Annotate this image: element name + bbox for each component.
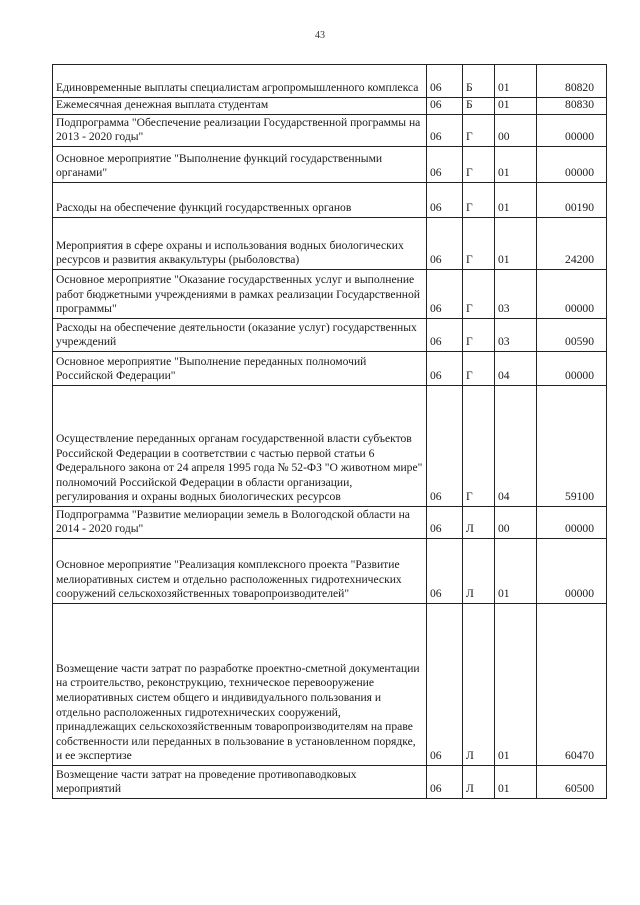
table-row [53, 386, 607, 507]
ministry-code-cell: 06 [427, 507, 463, 539]
event-code-cell: 04 [495, 386, 537, 507]
event-code-cell: 01 [495, 766, 537, 799]
subprogram-code-cell: Б [463, 98, 495, 115]
table-row [53, 270, 607, 319]
expense-code-cell: 60500 [537, 766, 607, 799]
subprogram-code-cell: Г [463, 218, 495, 270]
expense-code-cell: 24200 [537, 218, 607, 270]
ministry-code-cell: 06 [427, 270, 463, 319]
ministry-code-cell: 06 [427, 766, 463, 799]
event-code-cell: 00 [495, 507, 537, 539]
row-name-cell: Осуществление переданных органам государственной власти субъектов Российской Федерации в соответствии с частью первой статьи 6 Федерального закона от 24 апреля 1995 года № 52-ФЗ "О животном мире" полномочий Российской Федерации в области организации, регулирования и охраны водных биологических ресурсов [53, 386, 427, 507]
event-code-cell: 00 [495, 115, 537, 147]
event-code-cell: 01 [495, 147, 537, 183]
expense-code-cell: 00000 [537, 507, 607, 539]
expense-code-cell: 00000 [537, 270, 607, 319]
expense-code-cell: 00000 [537, 539, 607, 604]
subprogram-code-cell: Г [463, 147, 495, 183]
subprogram-code-cell: Л [463, 766, 495, 799]
subprogram-code-cell: Г [463, 183, 495, 218]
subprogram-code-cell: Л [463, 604, 495, 766]
expense-code-cell: 80820 [537, 65, 607, 98]
event-code-cell: 01 [495, 218, 537, 270]
row-name-cell: Мероприятия в сфере охраны и использования водных биологических ресурсов и развития аквакультуры (рыболовства) [53, 218, 427, 270]
event-code-cell: 01 [495, 183, 537, 218]
ministry-code-cell: 06 [427, 539, 463, 604]
table-row [53, 604, 607, 766]
event-code-cell: 04 [495, 352, 537, 386]
table-row [53, 115, 607, 147]
ministry-code-cell: 06 [427, 147, 463, 183]
ministry-code-cell: 06 [427, 218, 463, 270]
table-row [53, 65, 607, 98]
table-row [53, 98, 607, 115]
row-name-cell: Основное мероприятие "Выполнение переданных полномочий Российской Федерации" [53, 352, 427, 386]
expense-code-cell: 00000 [537, 115, 607, 147]
row-name-cell: Подпрограмма "Развитие мелиорации земель в Вологодской области на 2014 - 2020 годы" [53, 507, 427, 539]
table-row [53, 183, 607, 218]
row-name-cell: Подпрограмма "Обеспечение реализации Государственной программы на 2013 - 2020 годы" [53, 115, 427, 147]
ministry-code-cell: 06 [427, 352, 463, 386]
subprogram-code-cell: Л [463, 539, 495, 604]
ministry-code-cell: 06 [427, 319, 463, 352]
row-name-cell: Основное мероприятие "Выполнение функций государственными органами" [53, 147, 427, 183]
table-row [53, 352, 607, 386]
ministry-code-cell: 06 [427, 386, 463, 507]
budget-classification-table [52, 64, 607, 799]
subprogram-code-cell: Г [463, 352, 495, 386]
table-row [53, 147, 607, 183]
row-name-cell: Основное мероприятие "Реализация комплексного проекта "Развитие мелиоративных систем и отдельно расположенных гидротехнических сооружений сельскохозяйственных товаропроизводителей" [53, 539, 427, 604]
ministry-code-cell: 06 [427, 183, 463, 218]
row-name-cell: Расходы на обеспечение функций государственных органов [53, 183, 427, 218]
expense-code-cell: 00190 [537, 183, 607, 218]
table-row [53, 766, 607, 799]
row-name-cell: Ежемесячная денежная выплата студентам [53, 98, 427, 115]
row-name-cell: Основное мероприятие "Оказание государственных услуг и выполнение работ бюджетными учреждениями в рамках реализации Государственной программы" [53, 270, 427, 319]
event-code-cell: 01 [495, 65, 537, 98]
table-row [53, 539, 607, 604]
page-number: 43 [315, 30, 325, 41]
subprogram-code-cell: Г [463, 319, 495, 352]
event-code-cell: 03 [495, 270, 537, 319]
expense-code-cell: 00000 [537, 352, 607, 386]
ministry-code-cell: 06 [427, 604, 463, 766]
expense-code-cell: 80830 [537, 98, 607, 115]
subprogram-code-cell: Г [463, 386, 495, 507]
row-name-cell: Возмещение части затрат на проведение противопаводковых мероприятий [53, 766, 427, 799]
expense-code-cell: 60470 [537, 604, 607, 766]
table-row [53, 218, 607, 270]
event-code-cell: 03 [495, 319, 537, 352]
subprogram-code-cell: Г [463, 115, 495, 147]
row-name-cell: Расходы на обеспечение деятельности (оказание услуг) государственных учреждений [53, 319, 427, 352]
ministry-code-cell: 06 [427, 98, 463, 115]
event-code-cell: 01 [495, 539, 537, 604]
row-name-cell: Возмещение части затрат по разработке проектно-сметной документации на строительство, реконструкцию, техническое перевооружение мелиоративных систем общего и индивидуального пользования и отдельно расположенных гидротехнических сооружений, принадлежащих сельскохозяйственным товаропроизводителям на праве собственности или переданных в пользование в установленном порядке, и ее экспертизе [53, 604, 427, 766]
subprogram-code-cell: Б [463, 65, 495, 98]
expense-code-cell: 59100 [537, 386, 607, 507]
ministry-code-cell: 06 [427, 115, 463, 147]
ministry-code-cell: 06 [427, 65, 463, 98]
subprogram-code-cell: Г [463, 270, 495, 319]
subprogram-code-cell: Л [463, 507, 495, 539]
table-row [53, 319, 607, 352]
event-code-cell: 01 [495, 604, 537, 766]
expense-code-cell: 00000 [537, 147, 607, 183]
event-code-cell: 01 [495, 98, 537, 115]
expense-code-cell: 00590 [537, 319, 607, 352]
row-name-cell: Единовременные выплаты специалистам агропромышленного комплекса [53, 65, 427, 98]
table-row [53, 507, 607, 539]
